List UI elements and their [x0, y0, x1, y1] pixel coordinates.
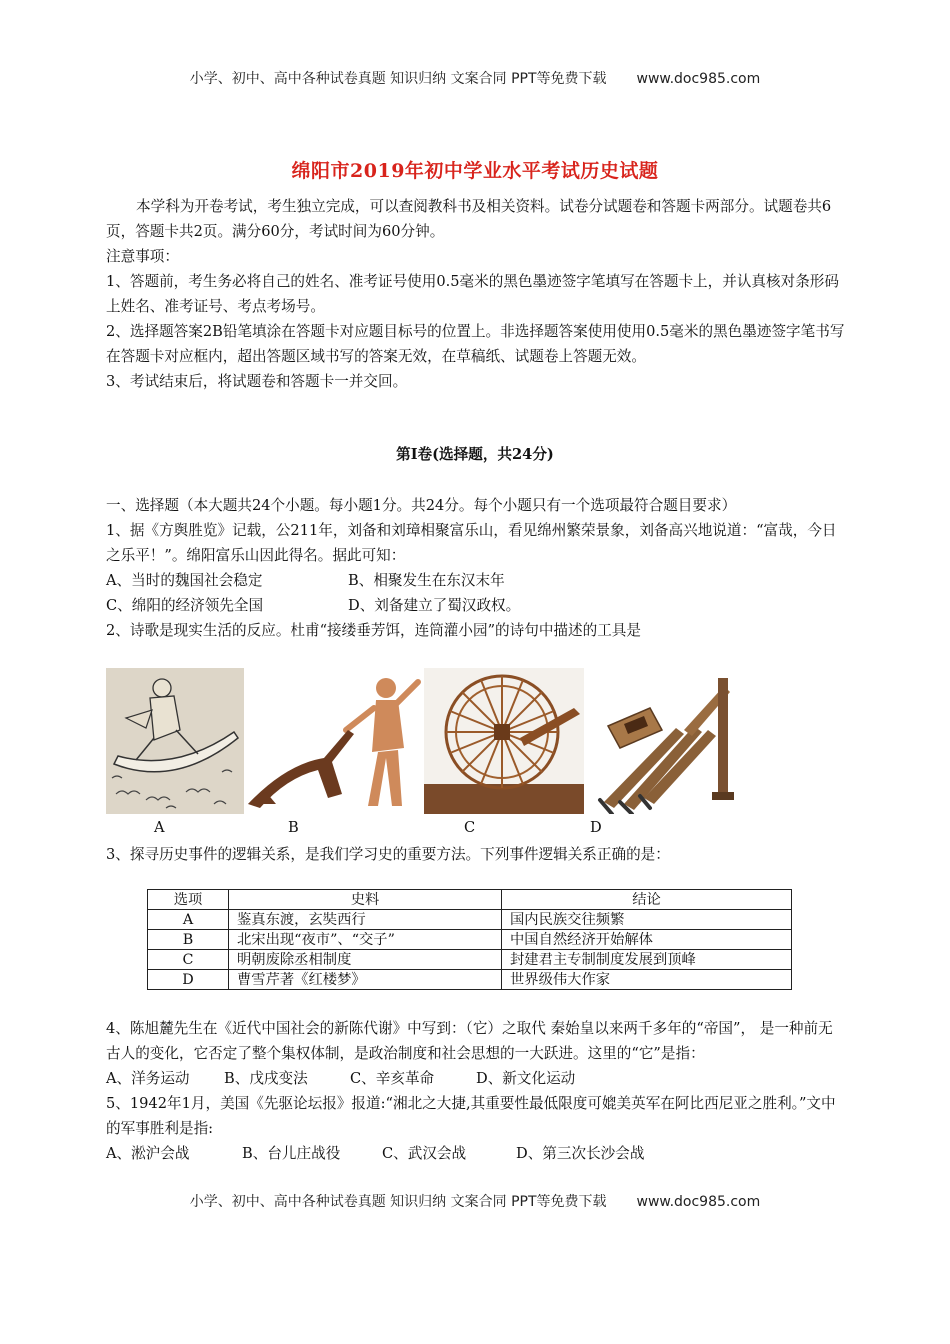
q3-cell: 世界级伟大作家: [502, 970, 792, 990]
q4-option-d: D、新文化运动: [476, 1070, 576, 1087]
q3-header-option: 选项: [148, 890, 229, 910]
q3-cell: 封建君主专制制度发展到顶峰: [502, 950, 792, 970]
q3-cell: A: [148, 910, 229, 930]
page-title: 绵阳市2019年初中学业水平考试历史试题: [291, 160, 659, 182]
q3-cell: B: [148, 930, 229, 950]
q1-option-b: B、相聚发生在东汉末年: [348, 572, 505, 589]
q3-header-material: 史料: [229, 890, 502, 910]
q5-options: [106, 1141, 846, 1166]
notice-item-2: 2、选择题答案2B铅笔填涂在答题卡对应题目标号的位置上。非选择题答案使用使用0.5毫米的黑色墨迹签字笔书写在答题卡对应框内，超出答题区域书写的答案无效，在草稿纸、试题卷上答题无效。: [106, 323, 845, 365]
q3-stem: 3、探寻历史事件的逻辑关系，是我们学习史的重要方法。下列事件逻辑关系正确的是：: [106, 846, 670, 863]
q4-options: [106, 1066, 846, 1091]
q2-label-b: B: [288, 819, 299, 836]
water-wheel-image: [424, 668, 584, 814]
q2-images: [106, 668, 846, 818]
q1-option-d: D、刘备建立了蜀汉政权。: [348, 597, 521, 614]
q3-cell: 曹雪芹著《红楼梦》: [229, 970, 502, 990]
q4-option-b: B、戊戌变法: [224, 1070, 308, 1087]
footer-text: 小学、初中、高中各种试卷真题 知识归纳 文案合同 PPT等免费下载: [189, 1194, 607, 1210]
page-header: [0, 68, 950, 88]
q3-cell: 明朝废除丞相制度: [229, 950, 502, 970]
q2-label-c: C: [464, 819, 476, 836]
table-row: [148, 950, 792, 970]
q2-stem: 2、诗歌是现实生活的反应。杜甫“接缕垂芳饵，连筒灌小园”的诗句中描述的工具是: [106, 622, 641, 639]
seed-drill-image: [584, 668, 744, 814]
footer-site[interactable]: www.doc985.com: [636, 1194, 761, 1210]
questions-block-1: [106, 493, 846, 643]
intro-block: [106, 194, 846, 394]
section-title: 第Ⅰ卷(选择题，共24分): [396, 446, 554, 463]
intro-paragraph: 本学科为开卷考试，考生独立完成，可以查阅教科书及相关资料。试卷分试题卷和答题卡两部分。试题卷共6页，答题卡共2页。满分60分，考试时间为60分钟。: [106, 198, 832, 240]
q5-option-b: B、台儿庄战役: [242, 1145, 341, 1162]
q3-table-header: [148, 890, 792, 910]
q1-options-row-1: [106, 568, 846, 593]
plow-image: [246, 668, 426, 814]
q3-cell: 北宋出现“夜市”、“交子”: [229, 930, 502, 950]
q5-option-d: D、第三次长沙会战: [516, 1145, 645, 1162]
q1-option-a: A、当时的魏国社会稳定: [106, 572, 263, 589]
fishing-boat-image: [106, 668, 244, 814]
table-row: [148, 910, 792, 930]
q3-cell: 鉴真东渡，玄奘西行: [229, 910, 502, 930]
q4-option-c: C、辛亥革命: [350, 1070, 435, 1087]
page-footer: [0, 1191, 950, 1211]
table-row: [148, 930, 792, 950]
q3-table: [147, 889, 792, 990]
notice-item-3: 3、考试结束后，将试题卷和答题卡一并交回。: [106, 373, 408, 390]
table-row: [148, 970, 792, 990]
q2-label-a: A: [154, 819, 165, 836]
q3-cell: 国内民族交往频繁: [502, 910, 792, 930]
q1-options-row-2: [106, 593, 846, 618]
q2-label-d: D: [590, 819, 602, 836]
notice-heading: 注意事项：: [106, 248, 179, 265]
header-site[interactable]: www.doc985.com: [636, 71, 761, 87]
q3-cell: D: [148, 970, 229, 990]
q3-cell: 中国自然经济开始解体: [502, 930, 792, 950]
q5-option-c: C、武汉会战: [382, 1145, 467, 1162]
q3-header-conclusion: 结论: [502, 890, 792, 910]
q1-stem: 1、据《方舆胜览》记载，公211年，刘备和刘璋相聚富乐山，看见绵州繁荣景象，刘备高兴地说道：“富哉，今日之乐平！”。绵阳富乐山因此得名。据此可知：: [106, 522, 837, 564]
notice-item-1: 1、答题前，考生务必将自己的姓名、准考证号使用0.5毫米的黑色墨迹签字笔填写在答题卡上，并认真核对条形码上姓名、准考证号、考点考场号。: [106, 273, 839, 315]
q3-cell: C: [148, 950, 229, 970]
part-heading: 一、选择题（本大题共24个小题。每小题1分。共24分。每个小题只有一个选项最符合题目要求）: [106, 497, 737, 514]
q5-option-a: A、淞沪会战: [106, 1145, 190, 1162]
q1-option-c: C、绵阳的经济领先全国: [106, 597, 264, 614]
q5-stem: 5、1942年1月，美国《先驱论坛报》报道:“湘北之大捷,其重要性最低限度可媲美英军在阿比西尼亚之胜利。”文中的军事胜利是指:: [106, 1095, 836, 1137]
q4-stem: 4、陈旭麓先生在《近代中国社会的新陈代谢》中写到：（它）之取代 秦始皇以来两千多年的“帝国”， 是一种前无古人的变化，它否定了整个集权体制，是政治制度和社会思想的一大跃进。这里的“它”是指：: [106, 1020, 833, 1062]
header-text: 小学、初中、高中各种试卷真题 知识归纳 文案合同 PPT等免费下载: [189, 71, 607, 87]
questions-block-2: [106, 1016, 846, 1166]
q4-option-a: A、洋务运动: [106, 1070, 190, 1087]
q3-block: [106, 842, 846, 867]
